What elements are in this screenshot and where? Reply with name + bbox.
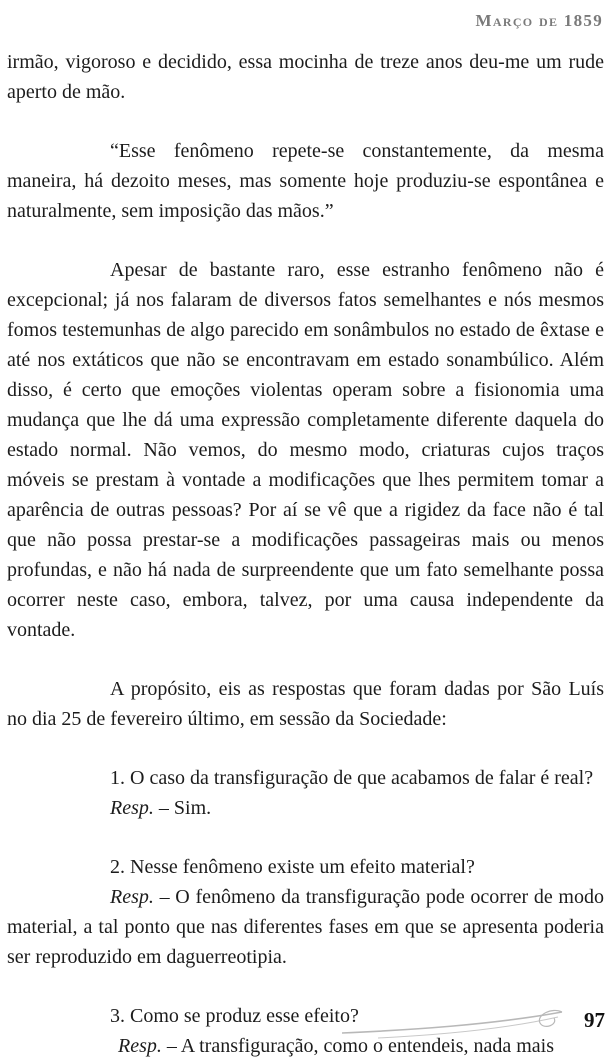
resp-label: Resp. <box>110 797 154 819</box>
page-number: 97 <box>584 1008 605 1032</box>
question-3: 3. Como se produz esse efeito? <box>110 1005 359 1027</box>
answer-text: – A transfiguração, como o entendeis, nada mais <box>161 1035 554 1057</box>
answer-2 <box>7 882 604 972</box>
resp-label: Resp. <box>110 886 154 908</box>
question-2: 2. Nesse fenômeno existe um efeito material? <box>110 856 475 878</box>
answer-text: – O fenômeno da transfiguração pode ocorrer de modo material, a tal ponto que nas diferentes fases em que se apresenta poderia ser reproduzido em daguerreotipia. <box>7 886 604 968</box>
running-header: Março de 1859 <box>475 11 603 30</box>
quoted-paragraph: “Esse fenômeno repete-se constantemente, da mesma maneira, há dezoito meses, mas somente hoje produziu-se espontânea e naturalmente, sem imposição das mãos.” <box>7 140 604 222</box>
answer-text: – Sim. <box>153 797 212 819</box>
question-1: 1. O caso da transfiguração de que acabamos de falar é real? <box>110 767 594 789</box>
resp-label: Resp. <box>118 1035 162 1057</box>
paragraph: Apesar de bastante raro, esse estranho fenômeno não é excepcional; já nos falaram de diversos fatos semelhantes e nós mesmos fomos testemunhas de algo parecido em sonâmbulos no estado de êxtase e até nos extáticos que não se encontravam em estado sonambúlico. Além disso, é certo que emoções violentas operam sobre a fisionomia uma mudança que lhe dá uma expressão completamente diferente daquela do estado normal. Não vemos, do mesmo modo, criaturas cujos traços móveis se prestam à vontade a modificações que lhes permitem tomar a aparência de outras pessoas? Por aí se vê que a rigidez da face não é tal que não possa prestar-se a modificações passageiras mais ou menos profundas, e não há nada de surpreendente que um fato semelhante possa ocorrer neste caso, embora, talvez, por uma causa independente da vontade. <box>7 259 604 641</box>
paragraph: A propósito, eis as respostas que foram dadas por São Luís no dia 25 de fevereiro último, em sessão da Sociedade: <box>7 678 604 730</box>
decorative-swash-ornament <box>340 1005 570 1045</box>
page-body <box>7 47 604 1061</box>
paragraph: irmão, vigoroso e decidido, essa mocinha de treze anos deu-me um rude aperto de mão. <box>7 51 604 103</box>
answer-1 <box>7 793 604 823</box>
